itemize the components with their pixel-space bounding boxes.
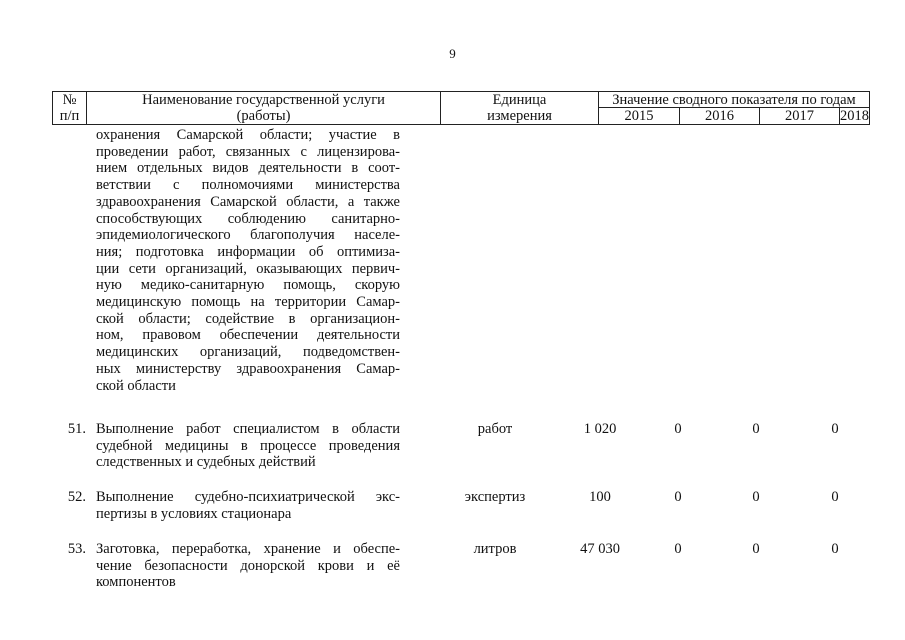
text-line: нием отдельных видов деятельности в соот- (96, 160, 400, 177)
row-service-name (96, 489, 400, 522)
row-value-2016: 0 (674, 489, 682, 505)
row-unit: литров (473, 541, 517, 557)
text-line: эпидемиологического благополучия населе- (96, 227, 400, 244)
text-line: ской области; содействие в организацион- (96, 310, 400, 327)
text-line: здравоохранения Самарской области, а также (96, 193, 400, 210)
header-year-2015: 2015 (599, 108, 680, 124)
header-name-sublabel: (работы) (236, 108, 291, 124)
row-value-2016: 0 (674, 541, 682, 557)
text-line: проведении работ, связанных с лицензирова- (96, 143, 400, 160)
row-number: 53. (67, 541, 86, 557)
row-unit: работ (477, 421, 513, 437)
continued-service-description (96, 127, 400, 394)
row-value-2015: 47 030 (580, 541, 620, 557)
text-line: Заготовка, переработка, хранение и обеспе- (96, 541, 400, 557)
row-value-2016: 0 (674, 421, 682, 437)
text-line: охранения Самарской области; участие в (96, 127, 400, 143)
text-line: Выполнение судебно-психиатрической экс- (96, 489, 400, 505)
header-name-cell (87, 92, 441, 124)
text-line: медицинских организаций, подведомствен- (96, 344, 400, 361)
text-line: пертизы в условиях стационара (96, 505, 292, 522)
header-year-2018: 2018 (840, 108, 869, 124)
row-value-2017: 0 (752, 421, 760, 437)
header-year-2016: 2016 (680, 108, 760, 124)
header-number-cell (53, 92, 87, 124)
row-value-2015: 100 (589, 489, 611, 505)
header-values-title: Значение сводного показателя по годам (599, 92, 869, 108)
row-service-name (96, 541, 400, 591)
header-unit-cell (441, 92, 599, 124)
table-header (52, 91, 870, 125)
header-name-label: Наименование государственной услуги (142, 92, 385, 108)
text-line: следственных и судебных действий (96, 454, 316, 471)
text-line: компонентов (96, 574, 176, 591)
header-unit-sublabel: измерения (487, 108, 552, 124)
text-line: медицинскую помощь на территории Самар- (96, 294, 400, 311)
header-number-label: № (62, 92, 77, 108)
row-service-name (96, 421, 400, 471)
text-line: ции сети организаций, оказывающих первич- (96, 260, 400, 277)
row-value-2017: 0 (752, 541, 760, 557)
header-year-2017: 2017 (760, 108, 840, 124)
row-number: 51. (67, 421, 86, 437)
text-line: чение безопасности донорской крови и её (96, 557, 400, 574)
header-number-sublabel: п/п (59, 108, 80, 124)
text-line: ном, правовом обеспечении деятельности (96, 327, 400, 344)
row-value-2015: 1 020 (583, 421, 617, 437)
header-unit-label: Единица (492, 92, 547, 108)
row-number: 52. (67, 489, 86, 505)
row-value-2018: 0 (831, 421, 839, 437)
row-value-2018: 0 (831, 541, 839, 557)
text-line: способствующих соблюдению санитарно- (96, 210, 400, 227)
row-value-2018: 0 (831, 489, 839, 505)
row-value-2017: 0 (752, 489, 760, 505)
text-line: ных министерству здравоохранения Самар- (96, 360, 400, 377)
text-line: ской области (96, 377, 176, 394)
text-line: судебной медицины в процессе проведения (96, 437, 400, 454)
text-line: Выполнение работ специалистом в области (96, 421, 400, 437)
page-number: 9 (449, 46, 456, 61)
text-line: ветствии с полномочиями министерства (96, 177, 400, 194)
text-line: ния; подготовка информации об оптимиза- (96, 243, 400, 260)
text-line: ную медико-санитарную помощь, скорую (96, 277, 400, 294)
row-unit: экспертиз (464, 489, 526, 505)
